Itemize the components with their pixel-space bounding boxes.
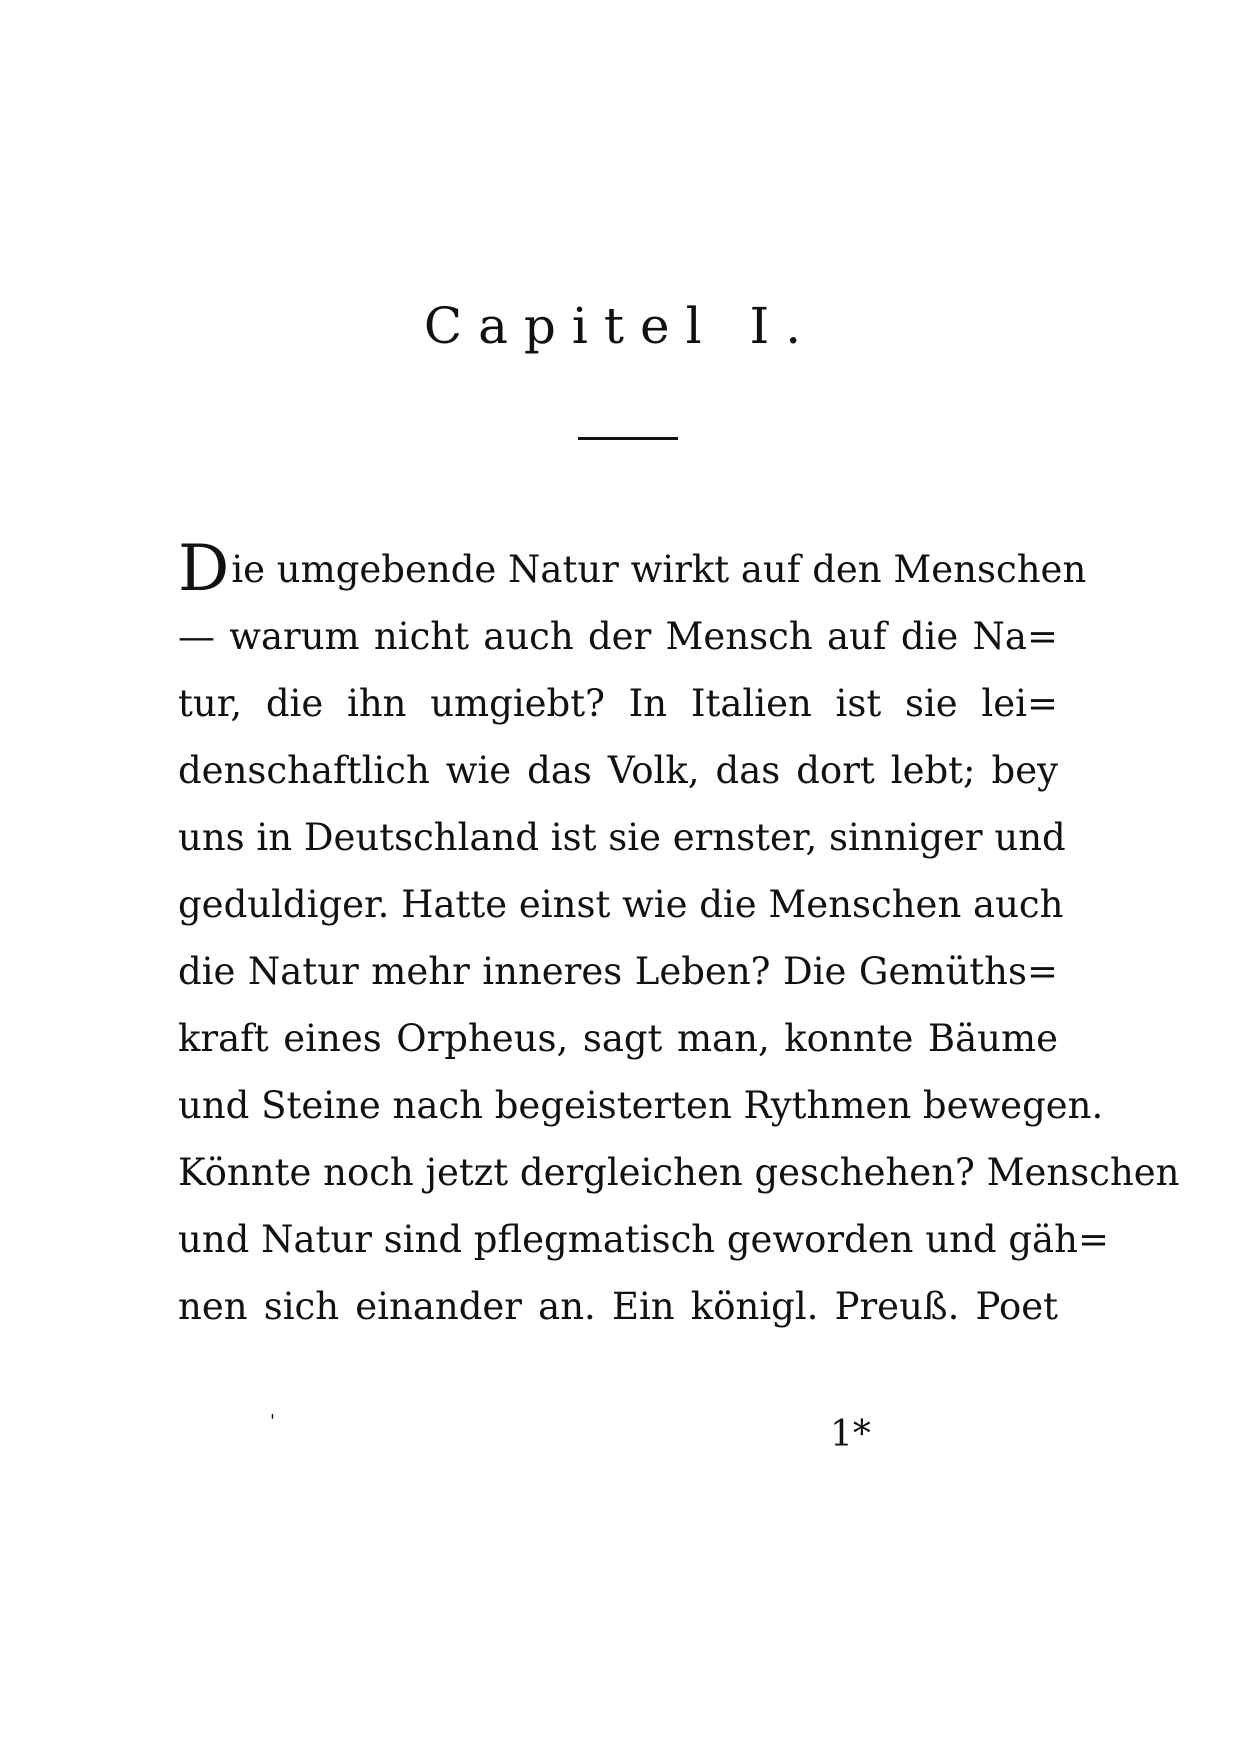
text-line-8: kraft eines Orpheus, sagt man, konnte Bäume xyxy=(178,1017,1058,1060)
text-line-12: nen sich einander an. Ein königl. Preuß. Poet xyxy=(178,1285,1058,1328)
body-text xyxy=(178,532,1180,1340)
printer-mark: ' xyxy=(270,1411,275,1432)
text-line-10: Könnte noch jetzt dergleichen geschehen? Menschen xyxy=(178,1151,1180,1194)
text-line-1 xyxy=(178,532,1087,606)
first-line-text: ie umgebende Natur wirkt auf den Menschen xyxy=(231,548,1087,591)
sheet-signature: 1* xyxy=(830,1414,871,1455)
drop-initial: D xyxy=(178,532,230,606)
text-line-5: uns in Deutschland ist sie ernster, sinniger und xyxy=(178,816,1066,859)
text-line-3: tur, die ihn umgiebt? In Italien ist sie lei= xyxy=(178,682,1058,725)
text-line-4: denschaftlich wie das Volk, das dort lebt; bey xyxy=(178,749,1058,792)
title-rule-divider xyxy=(578,437,678,440)
text-line-2: — warum nicht auch der Mensch auf die Na= xyxy=(178,615,1058,658)
text-line-11: und Natur sind pflegmatisch geworden und gäh= xyxy=(178,1218,1109,1261)
chapter-title: Capitel I. xyxy=(423,297,818,355)
text-line-6: geduldiger. Hatte einst wie die Menschen auch xyxy=(178,883,1064,926)
text-line-9: und Steine nach begeisterten Rythmen bewegen. xyxy=(178,1084,1104,1127)
text-line-7: die Natur mehr inneres Leben? Die Gemüths= xyxy=(178,950,1058,993)
